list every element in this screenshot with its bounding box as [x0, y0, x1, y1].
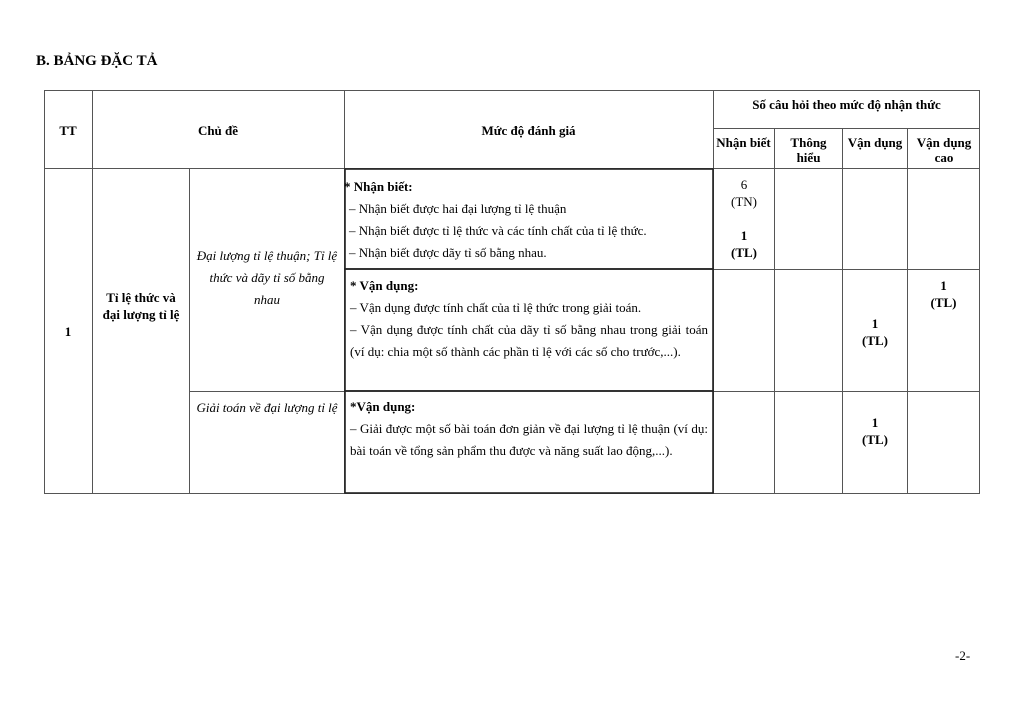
apply-unit: (TL) — [862, 333, 888, 348]
apply-problems-count — [843, 414, 907, 448]
recognize-tn-value: 6 — [740, 177, 748, 192]
header-tt: TT — [59, 123, 77, 138]
apply-problems-unit: (TL) — [862, 432, 888, 447]
apply-problems-value: 1 — [871, 415, 879, 430]
header-understand: Thông hiểu — [790, 135, 827, 165]
header-recognize: Nhận biết — [716, 135, 771, 150]
page-number: -2- — [955, 648, 971, 663]
recognize-tn-count — [714, 176, 774, 210]
subtopic-proportional-problems: Giải toán về đại lượng tỉ lệ — [196, 400, 338, 415]
assessment-item: – Vận dụng được tính chất của tỉ lệ thức trong giải toán. — [350, 300, 642, 315]
assessment-recognize-title: * Nhận biết: — [344, 179, 413, 194]
row-tt: 1 — [64, 324, 72, 339]
assessment-apply — [350, 275, 708, 363]
assessment-apply-problems — [350, 396, 708, 462]
assessment-apply-problems-title: *Vận dụng: — [350, 399, 416, 414]
assessment-item: – Vận dụng được tính chất của dãy tỉ số bằng nhau trong giải toán (ví dụ: chia một số thành các phần tỉ lệ với các số cho trước,...). — [350, 322, 708, 359]
row-topic: Tỉ lệ thức và đại lượng tỉ lệ — [102, 290, 180, 322]
apply-high-value: 1 — [940, 278, 947, 293]
section-title: B. BẢNG ĐẶC TẢ — [36, 53, 158, 69]
recognize-tl-unit: (TL) — [731, 245, 757, 260]
apply-value: 1 — [871, 316, 879, 331]
apply-high-count — [908, 277, 979, 311]
subtopic-proportion: Đại lượng tỉ lệ thuận; Tỉ lệ thức và dãy tỉ số bằng nhau — [196, 248, 338, 307]
assessment-item: – Nhận biết được tỉ lệ thức và các tính chất của tỉ lệ thức. — [349, 223, 647, 238]
recognize-tl-count — [714, 227, 774, 261]
specification-table — [44, 90, 980, 494]
header-assessment-level: Mức độ đánh giá — [481, 123, 576, 138]
apply-count — [843, 315, 907, 349]
header-topic: Chủ đề — [197, 123, 239, 138]
header-question-count: Số câu hỏi theo mức độ nhận thức — [752, 97, 941, 112]
apply-high-unit: (TL) — [930, 295, 957, 310]
recognize-tl-value: 1 — [740, 228, 748, 243]
assessment-item: – Giải được một số bài toán đơn giản về đại lượng tỉ lệ thuận (ví dụ: bài toán về tổng sản phẩm thu được và năng suất lao động,...). — [350, 421, 708, 458]
assessment-apply-title: * Vận dụng: — [350, 278, 419, 293]
assessment-recognize — [344, 176, 710, 264]
header-apply-high: Vận dụng cao — [916, 135, 972, 165]
recognize-tn-unit: (TN) — [731, 194, 757, 209]
assessment-item: – Nhận biết được hai đại lượng tỉ lệ thuận — [349, 201, 567, 216]
header-apply: Vận dụng — [847, 135, 903, 150]
assessment-item: – Nhận biết được dãy tỉ số bằng nhau. — [349, 245, 547, 260]
